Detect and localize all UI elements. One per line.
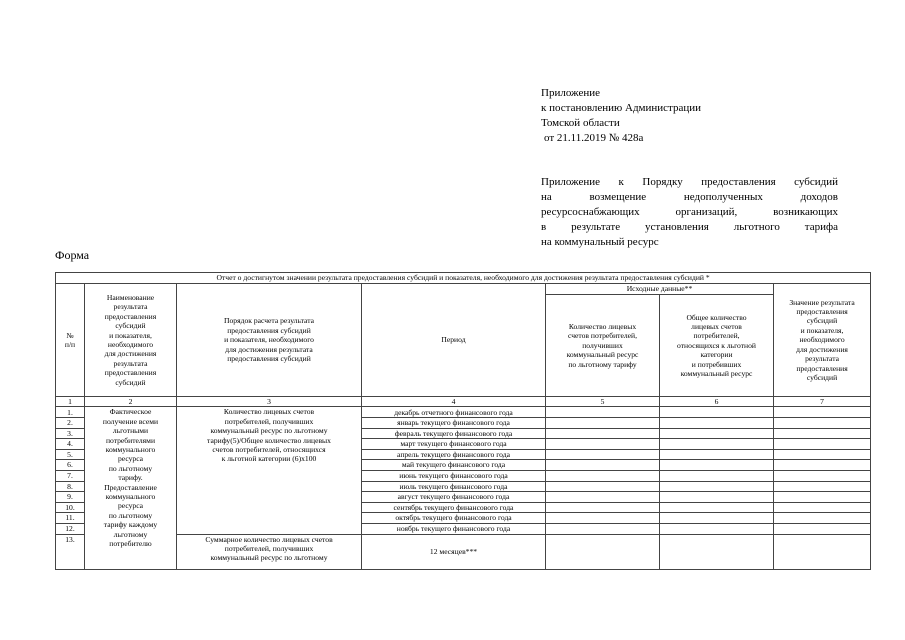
value-cell[interactable] — [774, 492, 871, 503]
column-number: 5 — [546, 397, 660, 407]
procedure-line — [541, 175, 838, 190]
value-cell[interactable] — [660, 534, 774, 569]
column-number: 4 — [362, 397, 546, 407]
procedure-line — [541, 205, 838, 220]
period-cell: август текущего финансового года — [362, 492, 546, 503]
value-cell[interactable] — [774, 470, 871, 481]
value-cell[interactable] — [660, 492, 774, 503]
value-cell[interactable] — [660, 481, 774, 492]
header-number: № п/п — [56, 284, 85, 397]
header-result-value: Значение результата предоставления субсидий и показателя, необходимого для достижения результата предоставления субсидий — [774, 284, 871, 397]
value-cell[interactable] — [660, 502, 774, 513]
value-cell[interactable] — [546, 492, 660, 503]
word: организаций, — [675, 206, 738, 218]
period-cell: апрель текущего финансового года — [362, 449, 546, 460]
word: результате — [571, 221, 621, 233]
period-cell: октябрь текущего финансового года — [362, 513, 546, 524]
procedure-line: на коммунальный ресурс — [541, 236, 659, 248]
period-cell: июль текущего финансового года — [362, 481, 546, 492]
value-cell[interactable] — [774, 428, 871, 439]
value-cell[interactable] — [774, 502, 871, 513]
period-cell: декабрь отчетного финансового года — [362, 407, 546, 418]
value-cell[interactable] — [546, 418, 660, 429]
word: субсидий — [794, 176, 838, 188]
column-number: 2 — [85, 397, 177, 407]
period-cell: март текущего финансового года — [362, 439, 546, 450]
value-cell[interactable] — [660, 418, 774, 429]
value-cell[interactable] — [546, 513, 660, 524]
word: Приложение — [541, 176, 601, 188]
procedure-line — [541, 220, 838, 235]
word: льготного — [733, 221, 780, 233]
value-cell[interactable] — [546, 502, 660, 513]
value-cell[interactable] — [660, 449, 774, 460]
period-cell: ноябрь текущего финансового года — [362, 523, 546, 534]
report-title: Отчет о достигнутом значении результата предоставления субсидий и показателя, необходимого для достижения результата предоставления субсидий * — [56, 273, 871, 284]
value-cell[interactable] — [774, 523, 871, 534]
value-cell[interactable] — [660, 523, 774, 534]
value-cell[interactable] — [774, 481, 871, 492]
indicator-name: Фактическое получение всеми льготными потребителями коммунального ресурса по льготному тарифу. Предоставление коммунального ресурса по льготному тарифу каждому льготному потребителю — [85, 407, 177, 569]
header-accounts-count: Количество лицевых счетов потребителей, получивших коммунальный ресурс по льготному тарифу — [546, 295, 660, 397]
value-cell[interactable] — [774, 418, 871, 429]
appendix-line: Приложение — [541, 87, 601, 99]
appendix-reference — [541, 86, 841, 146]
word: возмещение — [589, 191, 647, 203]
row-number: 1. — [56, 407, 85, 418]
value-cell[interactable] — [660, 439, 774, 450]
value-cell[interactable] — [546, 481, 660, 492]
row-number: 7. — [56, 470, 85, 481]
row-number: 2. — [56, 418, 85, 429]
value-cell[interactable] — [546, 407, 660, 418]
word: тарифа — [804, 221, 838, 233]
appendix-line: к постановлению Администрации — [541, 102, 702, 114]
period-cell: 12 месяцев*** — [362, 534, 546, 569]
period-cell: май текущего финансового года — [362, 460, 546, 471]
value-cell[interactable] — [774, 449, 871, 460]
report-table — [55, 272, 871, 570]
period-cell: февраль текущего финансового года — [362, 428, 546, 439]
word: ресурсоснабжающих — [541, 206, 640, 218]
word: установления — [645, 221, 709, 233]
value-cell[interactable] — [546, 428, 660, 439]
header-source-data: Исходные данные** — [546, 284, 774, 295]
value-cell[interactable] — [546, 449, 660, 460]
value-cell[interactable] — [660, 428, 774, 439]
row-number: 13. — [56, 534, 85, 569]
value-cell[interactable] — [774, 513, 871, 524]
value-cell[interactable] — [660, 460, 774, 471]
row-number: 9. — [56, 492, 85, 503]
value-cell[interactable] — [774, 407, 871, 418]
form-label: Форма — [55, 248, 90, 262]
word: к — [618, 176, 624, 188]
procedure-reference — [541, 175, 838, 250]
row-number: 6. — [56, 460, 85, 471]
appendix-line: Томской области — [541, 117, 620, 129]
row-number: 11. — [56, 513, 85, 524]
row-number: 3. — [56, 428, 85, 439]
value-cell[interactable] — [774, 534, 871, 569]
appendix-line: от 21.11.2019 № 428а — [544, 132, 644, 144]
column-number: 6 — [660, 397, 774, 407]
word: возникающих — [773, 206, 838, 218]
header-total-accounts: Общее количество лицевых счетов потребителей, относящихся к льготной категории и потребивших коммунальный ресурс — [660, 295, 774, 397]
value-cell[interactable] — [660, 513, 774, 524]
value-cell[interactable] — [774, 460, 871, 471]
period-cell: июнь текущего финансового года — [362, 470, 546, 481]
row-number: 12. — [56, 523, 85, 534]
column-number: 7 — [774, 397, 871, 407]
header-indicator-name: Наименование результата предоставления субсидий и показателя, необходимого для достижения результата предоставления субсидий — [85, 284, 177, 397]
word: доходов — [800, 191, 838, 203]
header-period: Период — [362, 284, 546, 397]
period-cell: январь текущего финансового года — [362, 418, 546, 429]
word: на — [541, 191, 552, 203]
word: предоставления — [701, 176, 776, 188]
row-number: 8. — [56, 481, 85, 492]
value-cell[interactable] — [546, 523, 660, 534]
value-cell[interactable] — [546, 439, 660, 450]
word: Порядку — [642, 176, 683, 188]
value-cell[interactable] — [774, 439, 871, 450]
value-cell[interactable] — [660, 470, 774, 481]
value-cell[interactable] — [546, 460, 660, 471]
column-number: 3 — [177, 397, 362, 407]
calculation-formula: Количество лицевых счетов потребителей, получивших коммунальный ресурс по льготному тарифу(5)/Общее количество лицевых счетов потребителей, относящихся к льготной категории (6)х100 — [177, 407, 362, 534]
procedure-line — [541, 190, 838, 205]
column-number: 1 — [56, 397, 85, 407]
value-cell[interactable] — [660, 407, 774, 418]
word: в — [541, 221, 547, 233]
word: недополученных — [683, 191, 763, 203]
value-cell[interactable] — [546, 534, 660, 569]
row-number: 5. — [56, 449, 85, 460]
table-row — [56, 534, 871, 569]
row-number: 10. — [56, 502, 85, 513]
header-calculation: Порядок расчета результата предоставления субсидий и показателя, необходимого для достижения результата предоставления субсидий — [177, 284, 362, 397]
value-cell[interactable] — [546, 470, 660, 481]
row-number: 4. — [56, 439, 85, 450]
period-cell: сентябрь текущего финансового года — [362, 502, 546, 513]
calculation-formula-total: Суммарное количество лицевых счетов потребителей, получивших коммунальный ресурс по льготному — [177, 534, 362, 569]
table-row — [56, 407, 871, 418]
